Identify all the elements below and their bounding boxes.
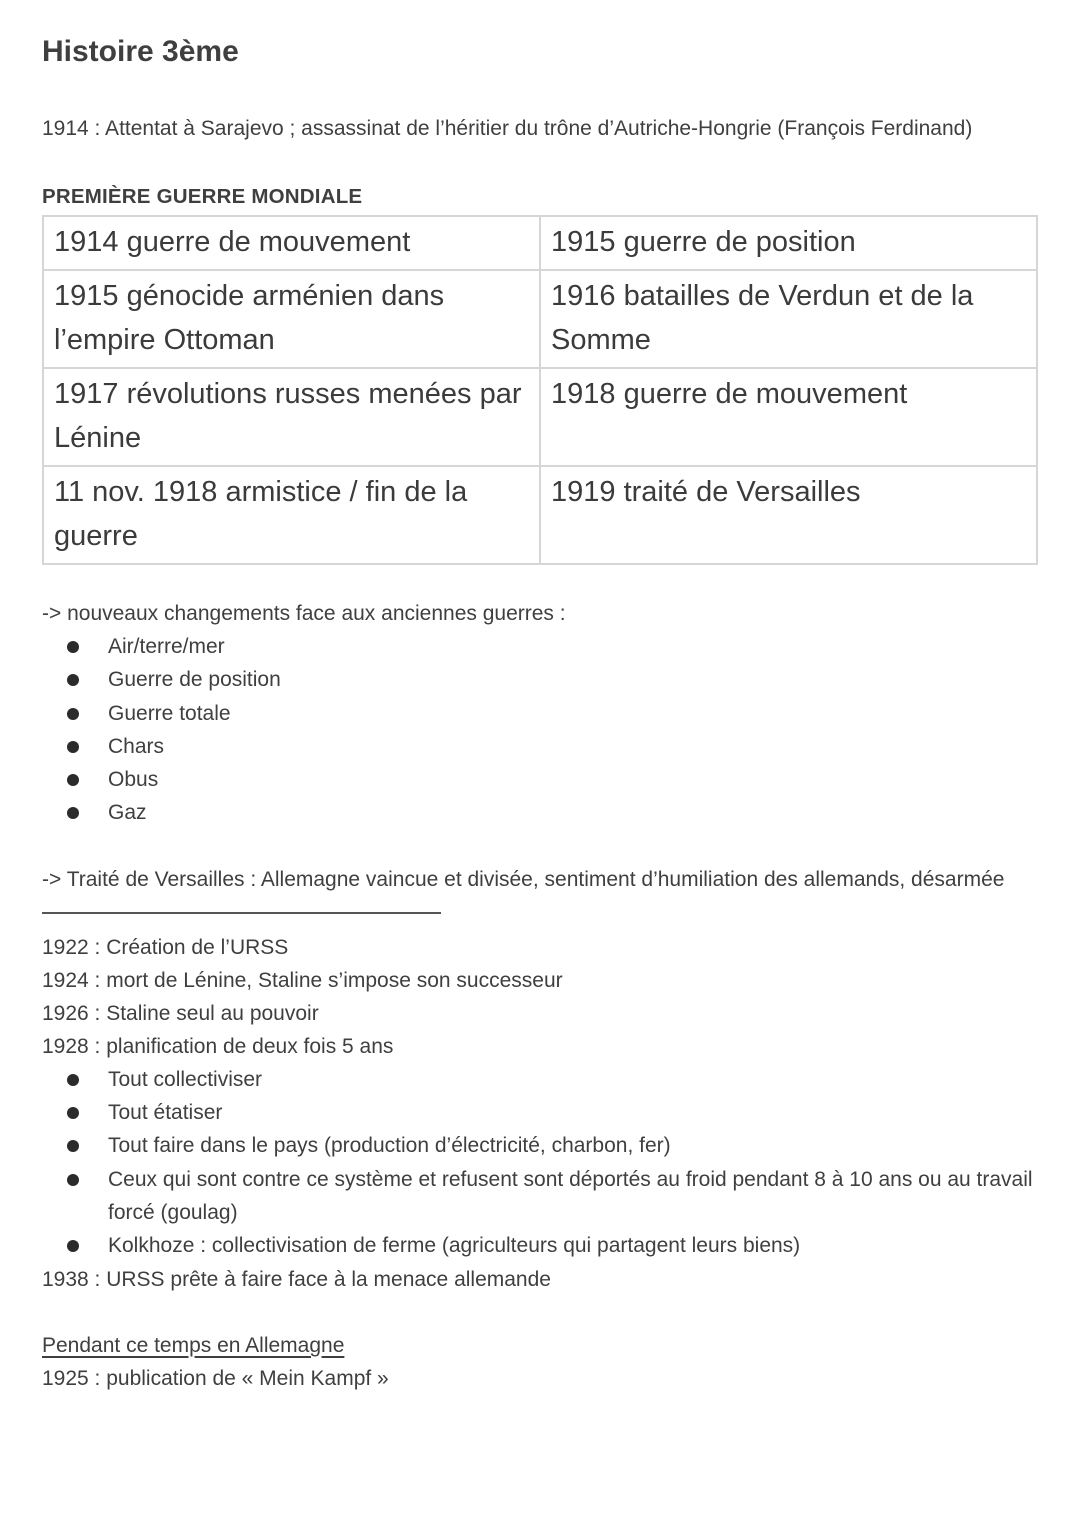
table-row bbox=[43, 466, 1037, 564]
changes-list bbox=[42, 630, 1038, 830]
planification-list bbox=[42, 1063, 1038, 1263]
list-item: Obus bbox=[42, 763, 1038, 796]
ww1-timeline-table bbox=[42, 215, 1038, 565]
table-cell: 1914 guerre de mouvement bbox=[43, 216, 540, 270]
urss-line: 1924 : mort de Lénine, Staline s’impose son successeur bbox=[42, 968, 563, 992]
versailles-note: -> Traité de Versailles : Allemagne vaincue et divisée, sentiment d’humiliation des allemands, désarmée bbox=[42, 867, 1005, 891]
table-row bbox=[43, 270, 1037, 368]
intro-paragraph: 1914 : Attentat à Sarajevo ; assassinat de l’héritier du trône d’Autriche-Hongrie (François Ferdinand) bbox=[42, 117, 973, 140]
urss-closing-line: 1938 : URSS prête à faire face à la menace allemande bbox=[42, 1267, 551, 1291]
list-item: Guerre totale bbox=[42, 697, 1038, 730]
ww1-heading: PREMIÈRE GUERRE MONDIALE bbox=[42, 185, 363, 208]
table-cell: 1915 génocide arménien dans l’empire Ottoman bbox=[43, 270, 540, 368]
list-item: Tout étatiser bbox=[42, 1096, 1038, 1129]
table-cell: 1916 batailles de Verdun et de la Somme bbox=[540, 270, 1037, 368]
urss-line: 1928 : planification de deux fois 5 ans bbox=[42, 1034, 394, 1058]
table-cell: 1918 guerre de mouvement bbox=[540, 368, 1037, 466]
table-cell: 1917 révolutions russes menées par Lénine bbox=[43, 368, 540, 466]
table-cell: 1919 traité de Versailles bbox=[540, 466, 1037, 564]
table-cell: 1915 guerre de position bbox=[540, 216, 1037, 270]
changes-intro: -> nouveaux changements face aux anciennes guerres : bbox=[42, 602, 566, 625]
table-row bbox=[43, 368, 1037, 466]
page-title: Histoire 3ème bbox=[42, 35, 239, 68]
table-cell: 11 nov. 1918 armistice / fin de la guerre bbox=[43, 466, 540, 564]
urss-line: 1926 : Staline seul au pouvoir bbox=[42, 1001, 319, 1025]
germany-heading: Pendant ce temps en Allemagne bbox=[42, 1333, 345, 1357]
list-item: Kolkhoze : collectivisation de ferme (agriculteurs qui partagent leurs biens) bbox=[42, 1229, 1038, 1262]
urss-line: 1922 : Création de l’URSS bbox=[42, 935, 289, 959]
list-item: Ceux qui sont contre ce système et refusent sont déportés au froid pendant 8 à 10 ans ou au travail forcé (goulag) bbox=[42, 1163, 1038, 1230]
list-item: Tout collectiviser bbox=[42, 1063, 1038, 1096]
document-page bbox=[42, 0, 1038, 1395]
list-item: Air/terre/mer bbox=[42, 630, 1038, 663]
list-item: Gaz bbox=[42, 796, 1038, 829]
list-item: Guerre de position bbox=[42, 663, 1038, 696]
divider bbox=[42, 912, 441, 914]
list-item: Tout faire dans le pays (production d’électricité, charbon, fer) bbox=[42, 1129, 1038, 1162]
list-item: Chars bbox=[42, 730, 1038, 763]
germany-line: 1925 : publication de « Mein Kampf » bbox=[42, 1366, 389, 1390]
table-row bbox=[43, 216, 1037, 270]
